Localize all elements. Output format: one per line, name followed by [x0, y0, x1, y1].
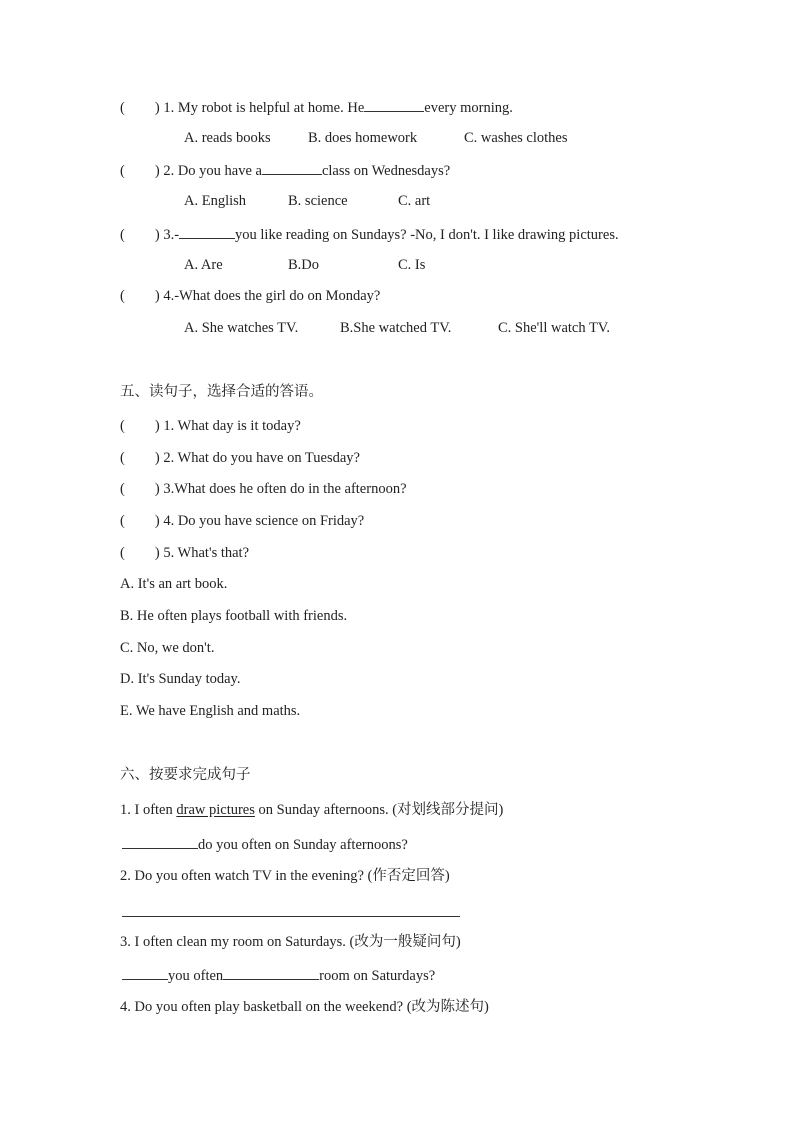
fill-in-blank[interactable]: [223, 965, 319, 980]
question-text: 2. Do you have a: [163, 163, 262, 179]
answer-choice: C. No, we don't.: [120, 640, 215, 656]
question-text-tail: every morning.: [424, 100, 513, 116]
question-row: [120, 224, 619, 244]
answer-text: room on Saturdays?: [319, 968, 436, 984]
question-row: [120, 801, 503, 819]
answer-choice: E. We have English and maths.: [120, 703, 301, 719]
option-c: C. She'll watch TV.: [498, 320, 611, 336]
section-title: 五、读句子，选择合适的答语。: [120, 384, 323, 400]
answer-text: you often: [168, 968, 224, 984]
question-text: 4. Do you have science on Friday?: [163, 513, 365, 529]
option-b: B. science: [288, 193, 348, 209]
question-text: 1. I often: [120, 802, 173, 818]
answer-paren-open: (: [120, 163, 125, 179]
answer-paren-close: ): [154, 227, 160, 243]
answer-choice: D. It's Sunday today.: [120, 671, 241, 687]
answer-paren-close: ): [154, 418, 160, 434]
options-row: [184, 192, 430, 210]
answer-paren-open: (: [120, 450, 125, 466]
answer-paren-close: ): [154, 288, 160, 304]
fill-in-blank[interactable]: [179, 224, 235, 239]
option-b: B. does homework: [308, 130, 418, 146]
question-row: [120, 417, 301, 435]
answer-paren-close: ): [154, 513, 160, 529]
fill-in-blank[interactable]: [122, 965, 168, 980]
option-a: A. Are: [184, 257, 223, 273]
answer-paren-open: (: [120, 513, 125, 529]
answer-paren-close: ): [154, 545, 160, 561]
answer-paren-open: (: [120, 481, 125, 497]
underlined-phrase: draw pictures: [176, 802, 255, 818]
question-text-tail: you like reading on Sundays? -No, I don't. I like drawing pictures.: [235, 227, 619, 243]
fill-in-blank[interactable]: [262, 160, 322, 175]
answer-row: [122, 902, 460, 922]
answer-row: [122, 834, 408, 854]
question-row: [120, 97, 513, 117]
answer-paren-open: (: [120, 418, 125, 434]
options-row: [184, 319, 610, 337]
question-text: 2. What do you have on Tuesday?: [163, 450, 360, 466]
answer-paren-open: (: [120, 100, 125, 116]
option-c: C. washes clothes: [464, 130, 568, 146]
question-row: [120, 287, 380, 305]
answer-paren-close: ): [154, 100, 160, 116]
options-row: [184, 129, 568, 147]
option-a: A. reads books: [184, 130, 271, 146]
answer-paren-open: (: [120, 227, 125, 243]
option-c: C. art: [398, 193, 431, 209]
answer-line[interactable]: [122, 902, 460, 917]
answer-row: [122, 965, 435, 985]
answer-paren-open: (: [120, 545, 125, 561]
question-row: [120, 480, 407, 498]
question-text: 5. What's that?: [163, 545, 250, 561]
question-row: [120, 544, 249, 562]
question-row: 4. Do you often play basketball on the weekend? (改为陈述句): [120, 999, 489, 1015]
question-row: 2. Do you often watch TV in the evening? (作否定回答): [120, 868, 450, 884]
answer-text: do you often on Sunday afternoons?: [198, 837, 408, 853]
option-c: C. Is: [398, 257, 426, 273]
question-text: 1. My robot is helpful at home. He: [163, 100, 365, 116]
section-title: 六、按要求完成句子: [120, 767, 251, 783]
question-text: 1. What day is it today?: [163, 418, 301, 434]
fill-in-blank[interactable]: [122, 834, 198, 849]
question-text: 3.What does he often do in the afternoon?: [163, 481, 407, 497]
question-row: 3. I often clean my room on Saturdays. (改为一般疑问句): [120, 934, 461, 950]
answer-choice: A. It's an art book.: [120, 576, 228, 592]
question-text: 3.-: [163, 227, 180, 243]
answer-paren-close: ): [154, 163, 160, 179]
question-row: [120, 160, 450, 180]
option-a: A. She watches TV.: [184, 320, 299, 336]
option-a: A. English: [184, 193, 247, 209]
answer-choice: B. He often plays football with friends.: [120, 608, 348, 624]
answer-paren-close: ): [154, 481, 160, 497]
option-b: B.Do: [288, 257, 320, 273]
question-text: 4.-What does the girl do on Monday?: [163, 288, 381, 304]
options-row: [184, 256, 425, 274]
question-row: [120, 512, 364, 530]
question-text-tail: on Sunday afternoons. (对划线部分提问): [254, 802, 504, 818]
question-text-tail: class on Wednesdays?: [321, 163, 451, 179]
answer-paren-close: ): [154, 450, 160, 466]
option-b: B.She watched TV.: [340, 320, 452, 336]
question-row: [120, 449, 360, 467]
fill-in-blank[interactable]: [364, 97, 424, 112]
answer-paren-open: (: [120, 288, 125, 304]
